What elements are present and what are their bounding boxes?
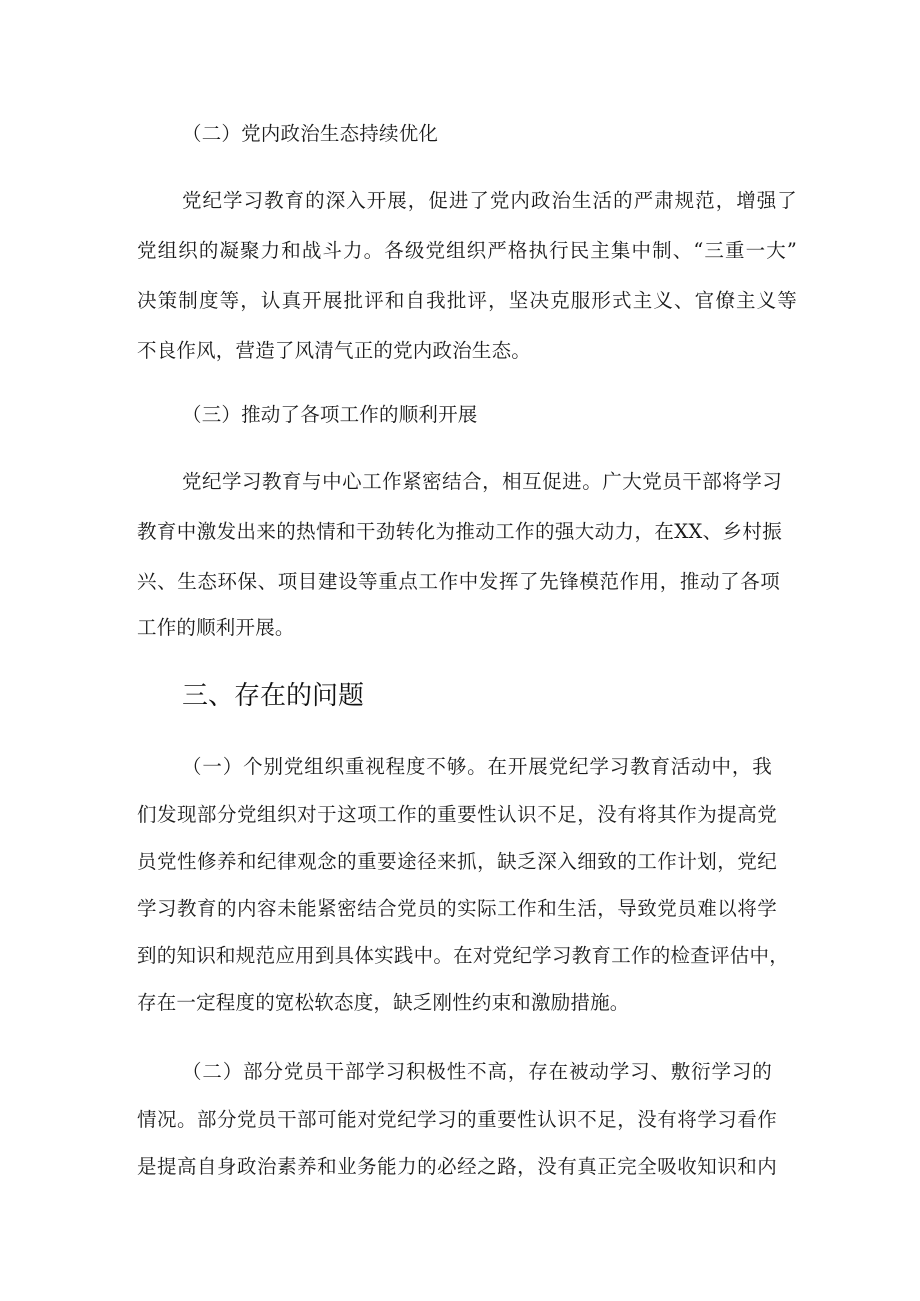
subsection-heading-2: （二）党内政治生态持续优化: [182, 122, 439, 145]
paragraph-line: 员党性修养和纪律观念的重要途径来抓，缺乏深入细致的工作计划，党纪: [137, 850, 777, 873]
paragraph-line: 是提高自身政治素养和业务能力的必经之路，没有真正完全吸收知识和内: [137, 1155, 777, 1178]
paragraph-line: 兴、生态环保、项目建设等重点工作中发挥了先锋模范作用，推动了各项: [137, 570, 780, 593]
paragraph-line: 不良作风，营造了风清气正的党内政治生态。: [137, 339, 532, 362]
paragraph-line: 们发现部分党组织对于这项工作的重要性认识不足，没有将其作为提高党: [137, 803, 777, 826]
paragraph-line: 党组织的凝聚力和战斗力。各级党组织严格执行民主集中制、“三重一大”: [137, 239, 797, 262]
paragraph-line: 到的知识和规范应用到具体实践中。在对党纪学习教育工作的检查评估中，: [137, 944, 789, 967]
subsection-heading-3: （三）推动了各项工作的顺利开展: [182, 403, 478, 426]
paragraph-line: 情况。部分党员干部可能对党纪学习的重要性认识不足，没有将学习看作: [137, 1108, 777, 1131]
paragraph-line: 决策制度等，认真开展批评和自我批评，坚决克服形式主义、官僚主义等: [137, 289, 797, 312]
paragraph-line: （一）个别党组织重视程度不够。在开展党纪学习教育活动中，我: [182, 755, 772, 778]
paragraph-line: 工作的顺利开展。: [137, 616, 295, 639]
paragraph-line: 学习教育的内容未能紧密结合党员的实际工作和生活，导致党员难以将学: [137, 897, 777, 920]
paragraph-line: 党纪学习教育的深入开展，促进了党内政治生活的严肃规范，增强了: [182, 189, 797, 212]
paragraph-line: 存在一定程度的宽松软态度，缺乏刚性约束和激励措施。: [137, 991, 630, 1014]
paragraph-line: 党纪学习教育与中心工作紧密结合，相互促进。广大党员干部将学习: [182, 470, 782, 493]
paragraph-line: （二）部分党员干部学习积极性不高，存在被动学习、敷衍学习的: [182, 1060, 772, 1083]
paragraph-line: 教育中激发出来的热情和干劲转化为推动工作的强大动力，在XX、乡村振: [137, 520, 782, 543]
chapter-heading: 三、存在的问题: [182, 681, 365, 711]
